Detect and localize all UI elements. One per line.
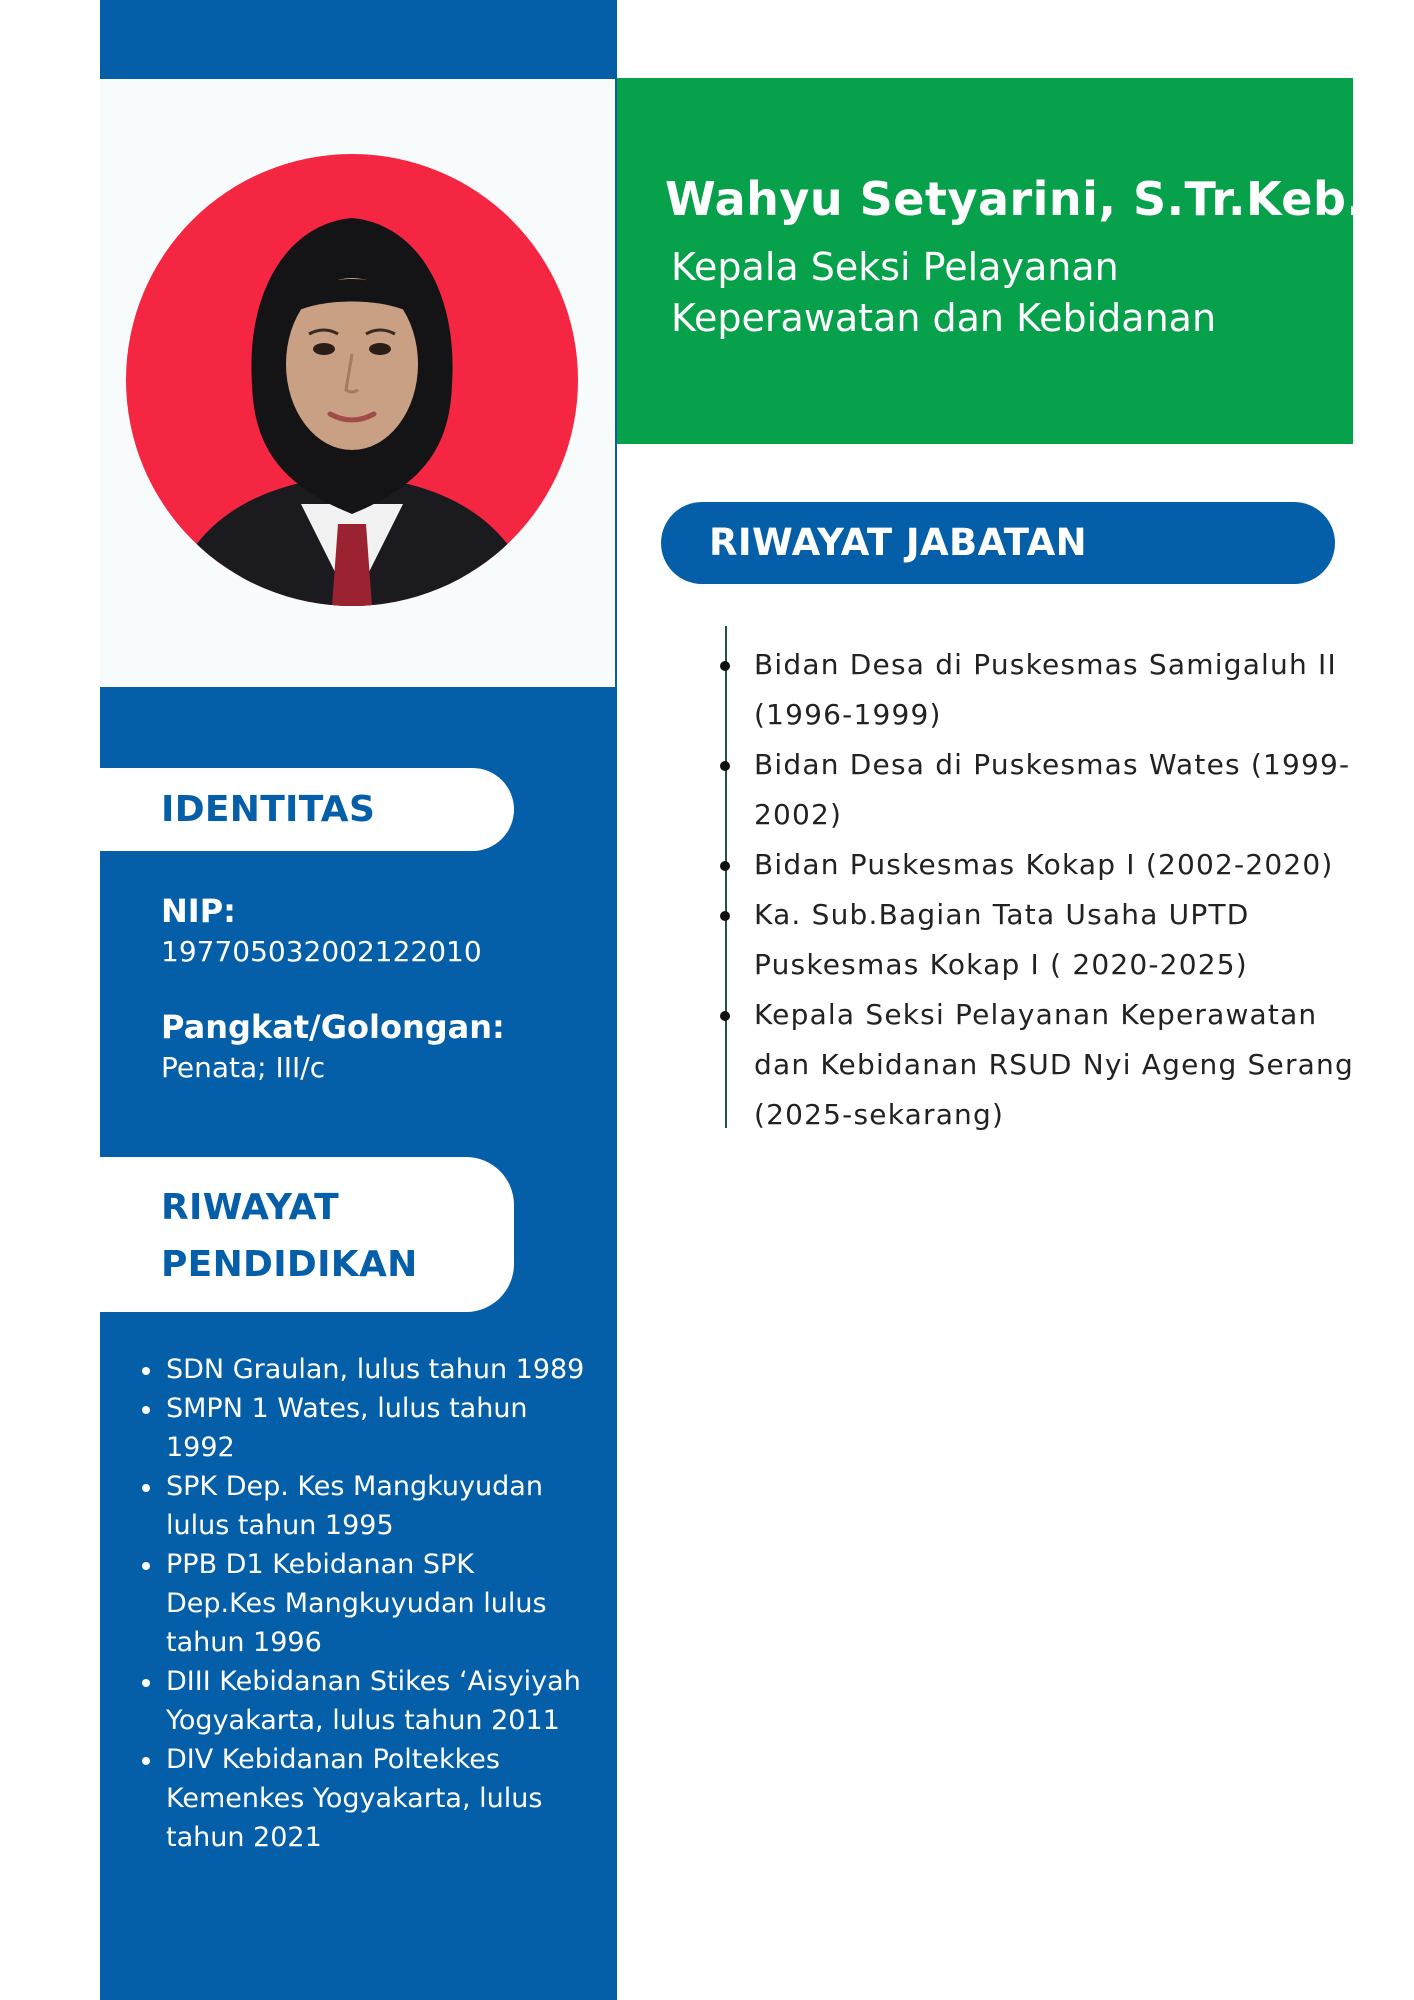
- nip-label: NIP:: [161, 892, 236, 930]
- list-item: • PPB D1 Kebidanan SPK Dep.Kes Mangkuyudan lulus tahun 1996: [164, 1545, 590, 1662]
- bullet-dot-icon: [720, 861, 730, 871]
- bullet-dot-icon: [720, 1011, 730, 1021]
- career-heading: RIWAYAT JABATAN: [661, 502, 1335, 584]
- list-item: • DIV Kebidanan Poltekkes Kemenkes Yogyakarta, lulus tahun 2021: [164, 1740, 590, 1857]
- identity-block: [161, 890, 601, 1122]
- person-name: Wahyu Setyarini, S.Tr.Keb.: [665, 172, 1365, 226]
- header-banner: [617, 78, 1365, 444]
- education-list: [130, 1350, 590, 1857]
- rank-label: Pangkat/Golongan:: [161, 1008, 505, 1046]
- career-item-text: Kepala Seksi Pelayanan Keperawatan dan Kebidanan RSUD Nyi Ageng Serang (2025-sekarang): [754, 998, 1354, 1131]
- education-heading: [100, 1157, 514, 1312]
- profile-photo-illustration: [126, 154, 578, 606]
- list-item: • DIII Kebidanan Stikes ‘Aisyiyah Yogyakarta, lulus tahun 2011: [164, 1662, 590, 1740]
- list-item: [754, 890, 1354, 990]
- list-item: [754, 640, 1354, 740]
- career-item-text: Bidan Puskesmas Kokap I (2002-2020): [754, 848, 1334, 881]
- nip-value: 197705032002122010: [161, 935, 482, 968]
- job-title-line1: Kepala Seksi Pelayanan: [671, 245, 1119, 289]
- identity-heading: [100, 768, 514, 851]
- career-item-text: Ka. Sub.Bagian Tata Usaha UPTD Puskesmas Kokap I ( 2020-2025): [754, 898, 1250, 981]
- career-item-text: Bidan Desa di Puskesmas Samigaluh II (1996-1999): [754, 648, 1337, 731]
- career-item-text: Bidan Desa di Puskesmas Wates (1999-2002): [754, 748, 1351, 831]
- list-item: [754, 740, 1354, 840]
- list-item: [754, 840, 1354, 890]
- list-item: [754, 990, 1354, 1140]
- job-title-line2: Keperawatan dan Kebidanan: [671, 296, 1217, 340]
- list-item: • SPK Dep. Kes Mangkuyudan lulus tahun 1995: [164, 1467, 590, 1545]
- list-item: • SDN Graulan, lulus tahun 1989: [164, 1350, 590, 1389]
- education-heading-line1: RIWAYAT: [161, 1187, 339, 1228]
- rank-value: Penata; III/c: [161, 1051, 326, 1084]
- bullet-dot-icon: [720, 911, 730, 921]
- profile-photo: [126, 154, 578, 606]
- timeline-line: [725, 626, 727, 1128]
- identity-heading-text: IDENTITAS: [161, 789, 376, 830]
- list-item: • SMPN 1 Wates, lulus tahun 1992: [164, 1389, 590, 1467]
- bullet-dot-icon: [720, 761, 730, 771]
- education-heading-line2: PENDIDIKAN: [161, 1244, 418, 1285]
- career-list: [754, 640, 1354, 1140]
- bullet-dot-icon: [720, 661, 730, 671]
